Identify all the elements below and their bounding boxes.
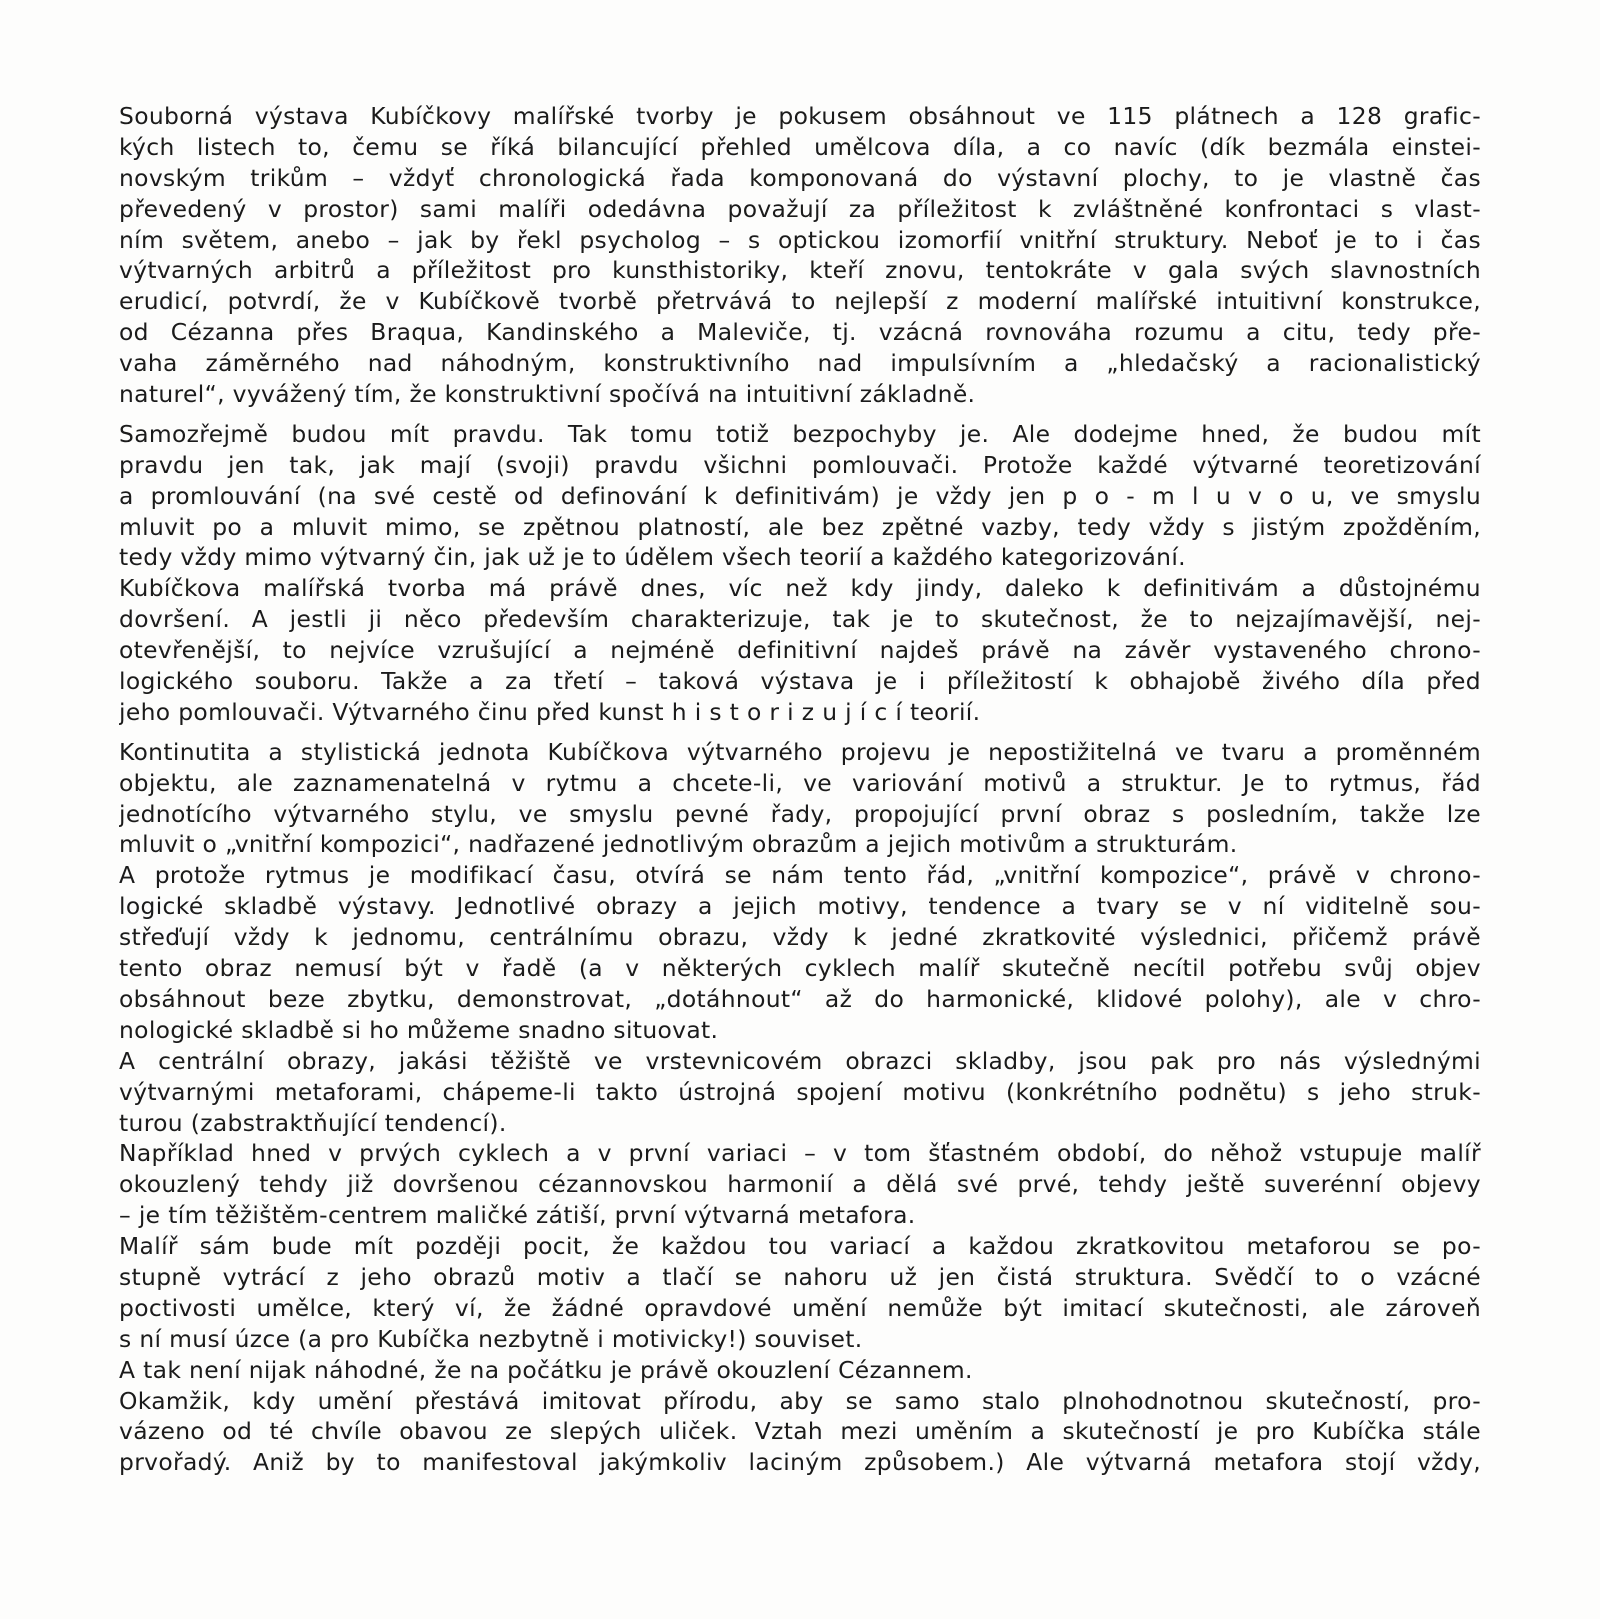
text-line: okouzlený tehdy již dovršenou cézannovskou harmonií a dělá své prvé, tehdy ještě suverénní objevy (119, 1170, 1481, 1199)
text-line: dovršení. A jestli ji něco především charakterizuje, tak je to skutečnost, že to nejzajímavější, nej- (119, 605, 1481, 634)
text-line: naturel“, vyvážený tím, že konstruktivní spočívá na intuitivní základně. (119, 380, 976, 409)
text-line: A centrální obrazy, jakási těžiště ve vrstevnicovém obrazci skladby, jsou pak pro nás výslednými (119, 1046, 1481, 1075)
text-line: a promlouvání (na své cestě od definování k definitivám) je vždy jen p o - m l u v o u, ve smyslu (119, 481, 1481, 510)
text-line: Kubíčkova malířská tvorba má právě dnes, víc než kdy jindy, daleko k definitivám a důstojnému (119, 574, 1481, 603)
text-line: kých listech to, čemu se říká bilancující přehled umělcova díla, a co navíc (dík bezmála einstei- (119, 132, 1481, 161)
text-line: Okamžik, kdy umění přestává imitovat přírodu, aby se samo stalo plnohodnotnou skutečností, pro- (119, 1386, 1481, 1415)
text-line: ním světem, anebo – jak by řekl psycholog – s optickou izomorfií vnitřní struktury. Neboť je to i čas (119, 225, 1481, 254)
text-line: Samozřejmě budou mít pravdu. Tak tomu totiž bezpochyby je. Ale dodejme hned, že budou mít (119, 419, 1481, 448)
text-line: tento obraz nemusí být v řadě (a v některých cyklech malíř skutečně necítil potřebu svůj objev (119, 954, 1481, 983)
text-line: mluvit o „vnitřní kompozici“, nadřazené jednotlivým obrazům a jejich motivům a strukturám. (119, 830, 1238, 859)
text-line: turou (zabstraktňující tendencí). (119, 1108, 507, 1137)
text-line: s ní musí úzce (a pro Kubíčka nezbytně i motivicky!) souviset. (119, 1324, 863, 1353)
paragraph-gap (119, 728, 1481, 737)
paragraph-gap (119, 410, 1481, 419)
text-line: Kontinutita a stylistická jednota Kubíčkova výtvarného projevu je nepostižitelná ve tvaru a proměnném (119, 737, 1481, 766)
body-text (119, 101, 1481, 1478)
text-line: výtvarných arbitrů a příležitost pro kunsthistoriky, kteří znovu, tentokráte v gala svých slavnostních (119, 256, 1481, 285)
text-line: pravdu jen tak, jak mají (svoji) pravdu všichni pomlouvači. Protože každé výtvarné teoretizování (119, 450, 1481, 479)
text-line: prvořadý. Aniž by to manifestoval jakýmkoliv laciným způsobem.) Ale výtvarná metafora stojí vždy, (119, 1448, 1481, 1477)
text-line: – je tím těžištěm-centrem maličké zátiší, první výtvarná metafora. (119, 1201, 916, 1230)
text-line: erudicí, potvrdí, že v Kubíčkově tvorbě přetrvává to nejlepší z moderní malířské intuitivní konstrukce, (119, 287, 1481, 316)
text-line: jednotícího výtvarného stylu, ve smyslu pevné řady, propojující první obraz s posledním, takže lze (119, 799, 1481, 828)
text-line: poctivosti umělce, který ví, že žádné opravdové umění nemůže být imitací skutečnosti, ale zároveň (119, 1293, 1481, 1322)
text-line: Malíř sám bude mít později pocit, že každou tou variací a každou zkratkovitou metaforou se po- (119, 1232, 1481, 1261)
text-line: stupně vytrácí z jeho obrazů motiv a tlačí se nahoru už jen čistá struktura. Svědčí to o vzácné (119, 1262, 1481, 1291)
text-line: jeho pomlouvači. Výtvarného činu před kunst h i s t o r i z u j í c í teorií. (119, 697, 981, 726)
text-line: objektu, ale zaznamenatelná v rytmu a chcete-li, ve variování motivů a struktur. Je to rytmus, řád (119, 768, 1481, 797)
text-line: Souborná výstava Kubíčkovy malířské tvorby je pokusem obsáhnout ve 115 plátnech a 128 grafic- (119, 102, 1481, 130)
text-line: A tak není nijak náhodné, že na počátku je právě okouzlení Cézannem. (119, 1355, 973, 1384)
text-line: tedy vždy mimo výtvarný čin, jak už je to údělem všech teorií a každého kategorizování. (119, 543, 1186, 572)
text-line: novským trikům – vždyť chronologická řada komponovaná do výstavní plochy, to je vlastně čas (119, 163, 1481, 192)
text-line: vázeno od té chvíle obavou ze slepých uliček. Vztah mezi uměním a skutečností je pro Kubíčka stále (119, 1417, 1481, 1446)
text-line: od Cézanna přes Braqua, Kandinského a Maleviče, tj. vzácná rovnováha rozumu a citu, tedy pře- (119, 318, 1481, 347)
text-line: otevřenější, to nejvíce vzrušující a nejméně definitivní najdeš právě na závěr vystaveného chrono- (119, 636, 1481, 665)
text-line: Například hned v prvých cyklech a v první variaci – v tom šťastném období, do něhož vstupuje malíř (119, 1139, 1481, 1168)
text-line: A protože rytmus je modifikací času, otvírá se nám tento řád, „vnitřní kompozice“, právě v chrono- (119, 861, 1481, 890)
text-line: obsáhnout beze zbytku, demonstrovat, „dotáhnout“ až do harmonické, klidové polohy), ale v chro- (119, 984, 1481, 1013)
text-line: mluvit po a mluvit mimo, se zpětnou platností, ale bez zpětné vazby, tedy vždy s jistým zpožděním, (119, 512, 1481, 541)
text-line: výtvarnými metaforami, chápeme-li takto ústrojná spojení motivu (konkrétního podnětu) s jeho struk- (119, 1077, 1481, 1106)
text-line: nologické skladbě si ho můžeme snadno situovat. (119, 1015, 719, 1044)
text-line: převedený v prostor) sami malíři odedávna považují za příležitost k zvláštněné konfrontaci s vlast- (119, 194, 1481, 223)
text-line: vaha záměrného nad náhodným, konstruktivního nad impulsívním a „hledačský a racionalistický (119, 349, 1481, 378)
text-line: logické skladbě výstavy. Jednotlivé obrazy a jejich motivy, tendence a tvary se v ní viditelně sou- (119, 892, 1481, 921)
text-line: logického souboru. Takže a za třetí – taková výstava je i příležitostí k obhajobě živého díla před (119, 667, 1481, 696)
text-line: střeďují vždy k jednomu, centrálnímu obrazu, vždy k jedné zkratkovité výslednici, přičemž právě (119, 923, 1481, 952)
